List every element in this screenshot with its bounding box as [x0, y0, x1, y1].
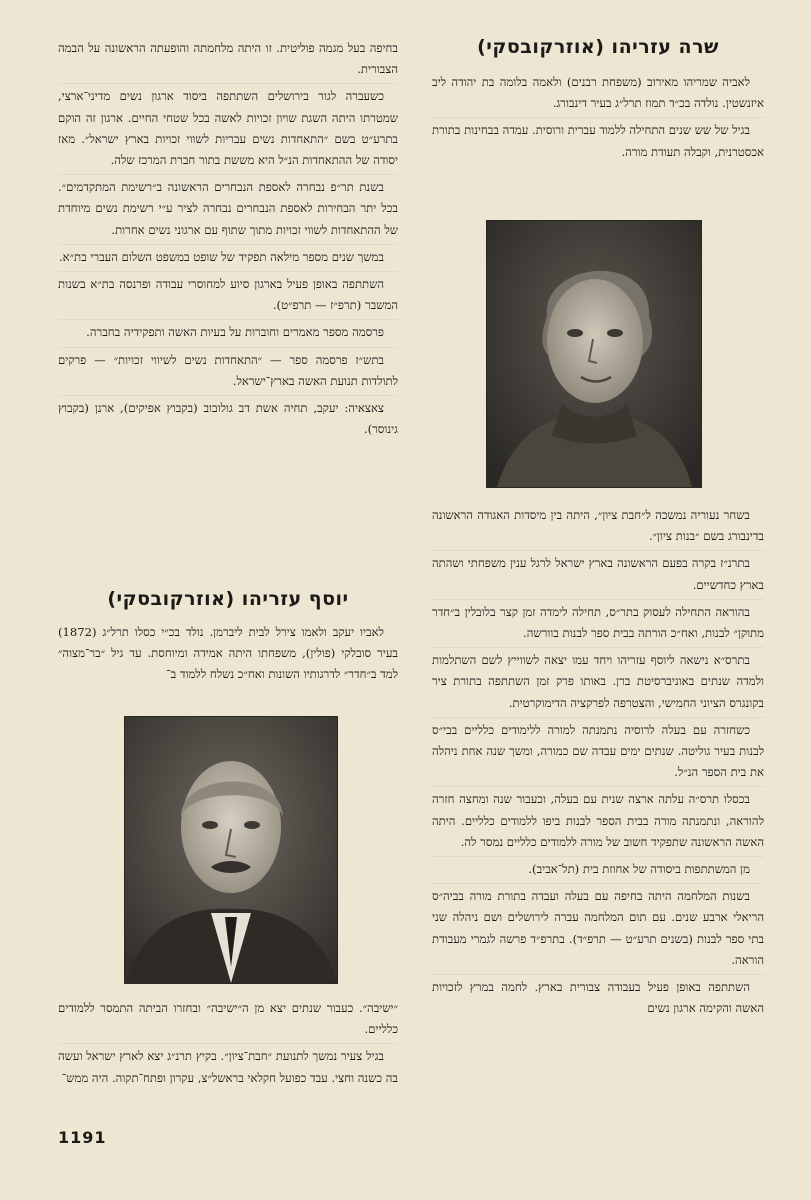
paragraph: בהוראה התחילה לעסוק בתר״ס, תחילה לימדה זמן קצר בלובלין ב״חדר מתוקן״ לבנות, ואח״כ הורתה בבית ספר לבנות בוורשה. [432, 599, 764, 644]
page-number: 1191 [58, 1128, 107, 1147]
portrait-man-image [125, 717, 337, 983]
paragraph: לאביו יעקב ולאמו צירל לבית ליברמן. נולד בכ״י כסלו תרל״ג (1872) בעיר סובלקי (פולין), משפחתו היתה אמידה ומיוחסת. עד גיל ״בר־מצוה״ למד ב״חדר״ לדרגותיו השונות ואח״כ נשלח ללמוד ב־ [58, 625, 398, 682]
yosef-biography [58, 998, 398, 1089]
paragraph: בגיל של שש שנים התחילה ללמוד עברית ורוסית. עמדה בבחינות בתורת אכסטרנית, וקבלה תעודת מורה. [432, 117, 764, 162]
paragraph: בשחר נעוריה נמשכה ל״חבת ציון״, היתה בין מיסדות האגודה הראשונה בדינבורג בשם ״בנות ציון״. [432, 508, 764, 544]
paragraph: בתש״ז פרסמה ספר — ״התאחדות נשים לשיווי זכויות״ — פרקים לתולדות תנועת האשה בארץ־ישראל. [58, 347, 398, 392]
paragraph: לאביה שמריהו מאירוב (משפחת רבנים) ולאמה בלומה בת יהודה ליב איזנשטין. נולדה בכ״ד תמוז תרל״ג בעיר דינבורג. [432, 75, 764, 111]
paragraph: במשך שנים מספר מילאה תפקיד של שופט במשפט השלום העברי בת״א. [58, 244, 398, 268]
paragraph: ״ישיבה״. כעבור שנתים יצא מן ה״ישיבה״ ובחזרו הביתה התמסר ללמודים כלליים. [58, 1001, 398, 1037]
sarah-biography [432, 505, 764, 1019]
yosef-heading: יוסף עזריהו (אוזרקובסקי) [107, 588, 349, 610]
paragraph: השתתפה באופן פעיל בעבודה צבורית בארץ. לחמה במרץ לזכויות האשה והקימה ארגון נשים [432, 974, 764, 1019]
sarah-portrait-photo [486, 220, 702, 488]
sarah-intro [432, 72, 764, 163]
paragraph: בשנת תר״פ נבחרה לאספת הנבחרים הראשונה ב״רשימת המתקדמים״. בכל יתר הבחירות לאספת הנבחרים נבחרה לציר ע״י רשימת נשים מיוחדת של ההתאחדות לשווי זכויות מתוך שתוף עם ארגוני נשים אחרות. [58, 174, 398, 241]
yosef-intro [58, 622, 398, 686]
paragraph: צאצאיה: יעקב, תחיה אשת דב גולובוב (בקבוץ אפיקים), ארנן (בקבוץ גינוסר). [58, 395, 398, 440]
paragraph: כשעברה לגור בירושלים השתתפה ביסוד ארגון נשים מדיני־ארצי, שמטרתו היתה השגת שויון זכויות לאשה בכל שטחי החיים. ארגון זה הוקם בתרע״ט בשם ״התאחדות נשים עבריות לשווי זכויות בארץ ישראל״. מאז יסודה של ההתאחדות הנ״ל היא מששת בתור חברת המרכז שלה. [58, 83, 398, 171]
portrait-woman-image [487, 221, 701, 487]
paragraph: מן המשתתפות ביסודה של אחוזת בית (תל־אביב). [432, 856, 764, 880]
paragraph: בשנות המלחמה היתה בחיפה עם בעלה ועבדה בתורת מורה בביה״ס הריאלי ארבע שנים. עם תום המלחמה עברה לירושלים ושם ניהלה שני בתי ספר לבנות (בשנים תרע״ט — תרפ״ד). בתרפ״ד פרשה לגמרי מעבודת הוראה. [432, 883, 764, 971]
paragraph: בחיפה בעל מגמה פוליטית. זו היתה מלחמתה והופעתה הראשונה על הבמה הצבורית. [58, 41, 398, 77]
paragraph: כשחזרה עם בעלה לרוסיה נתמנתה למורה ללימודים כלליים בבי״ס לבנות בעיר גוליטה. שנתים ימים עבדה שם כמורה, ומשך שנה אחת ניהלה את בית הספר הנ״ל. [432, 717, 764, 784]
paragraph: השתתפה באופן פעיל בארגון סיוע למחוסרי עבודה ופרנסה בת״א בשנות המשבר (תרפ״ז — תרפ״ט). [58, 271, 398, 316]
paragraph: פרסמה מספר מאמרים וחוברות על בעיות האשה ותפקידיה בחברה. [58, 319, 398, 343]
paragraph: בתרס״א נישאה ליוסף עזריהו ויחד עמו יצאה לשווייץ לשם השתלמות ולמדה שנתים באוניברסיטת ברן. באותו פרק זמן השתתפה בתורת ציר בקונגרס הציוני החמישי, והצטרפה לפרקציה הדימוקרטית. [432, 647, 764, 714]
paragraph: בתרנ״ז בקרה בפעם הראשונה בארץ ישראל לרגל ענין משפחתי ושהתה בארץ כחדשיים. [432, 550, 764, 595]
yosef-portrait-photo [124, 716, 338, 984]
sarah-heading: שרה עזריהו (אוזרקובסקי) [477, 36, 719, 58]
paragraph: בכסלו תרס״ה עלתה ארצה שנית עם בעלה, וכעבור שנה ומחצה חזרה להוראה, ונתמנתה מורה בבית הספר לבנות ביפו ללמודים כלליים. היתה האשה הראשונה שתפקיד חשוב של מורה ללמודים כלליים נמסר לה. [432, 786, 764, 853]
sarah-continuation [58, 38, 398, 440]
paragraph: בגיל צעיר נמשך לתנועת ״חבת־ציון״. בקיץ תרנ״ג יצא לארץ ישראל ועשה בה כשנה וחצי. עבד כפועל חקלאי בראשל״צ, עקרון ופתח־תקוה. היה ממש־ [58, 1043, 398, 1088]
